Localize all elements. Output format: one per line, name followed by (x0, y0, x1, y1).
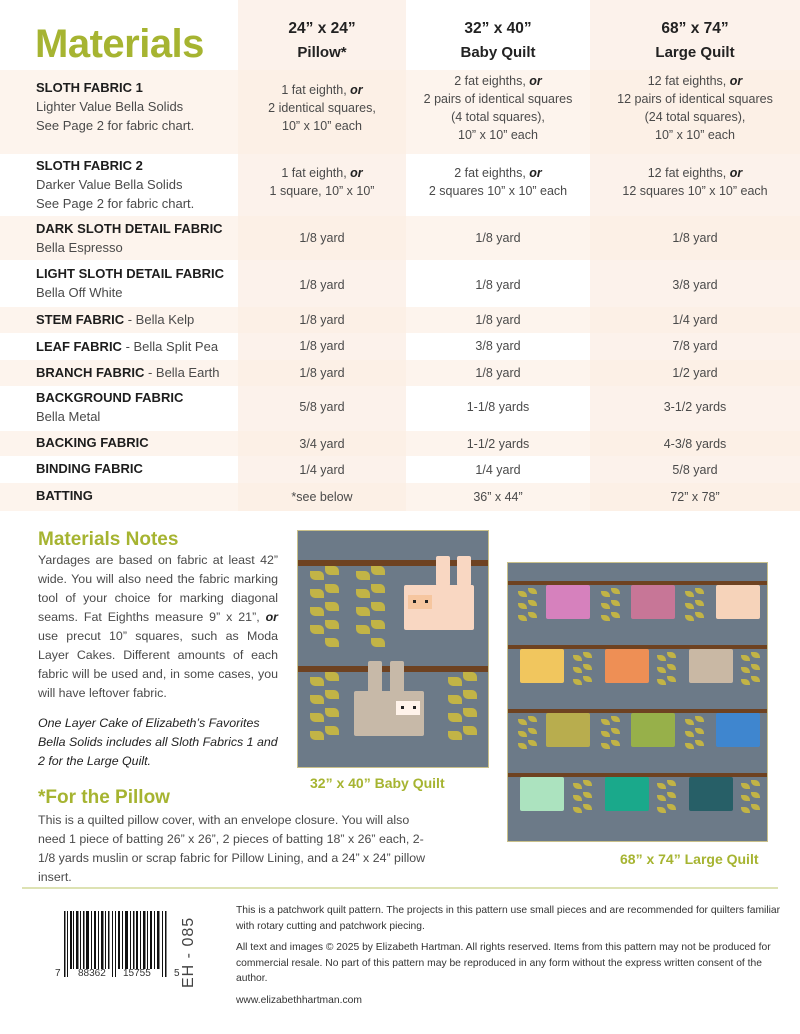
copyright-notice: All text and images © 2025 by Elizabeth Hartman. All rights reserved. Items from this pattern may not be produced for commercial resale. No part of this pattern may be reproduced in any form without the express written consent of the author. (236, 942, 771, 984)
row-label (36, 337, 218, 356)
pillow-amount: 1/8 yard (299, 366, 345, 380)
fabric-name: BACKING FABRIC (36, 435, 149, 450)
column-size: 24” x 24” (288, 20, 356, 37)
large-quilt-caption: 68” x 74” Large Quilt (620, 851, 759, 867)
large-quilt-amount: 72” x 78” (670, 490, 720, 504)
materials-notes-text: Yardages are based on fabric at least 42” wide. You will also need the fabric marking tool of your choice for marking diagonal seams. Fat Eighths measure 9” x 21”, or use precut 10” squares, such as Moda Layer Cakes. Different amounts of each fabric will be used and, in some cases, you will have leftover fabric. (38, 553, 278, 700)
pillow-amount: 1/8 yard (299, 339, 345, 353)
table-row-background (0, 386, 800, 431)
fabric-name: BACKGROUND FABRIC (36, 390, 184, 405)
pillow-amount: 1/4 yard (299, 463, 345, 477)
pillow-amount: 1/8 yard (299, 231, 345, 245)
layer-cake-note: One Layer Cake of Elizabeth’s Favorites Bella Solids includes all Sloth Fabrics 1 and 2 for the Large Quilt. (38, 716, 278, 768)
legal-text (236, 903, 781, 1014)
column-name: Large Quilt (655, 44, 735, 61)
column-header-baby-quilt (406, 17, 590, 65)
baby-quilt-amount: 36” x 44” (473, 490, 523, 504)
fabric-name: BRANCH FABRIC (36, 365, 145, 380)
fabric-detail: - Bella Kelp (124, 312, 195, 327)
footer-divider (22, 887, 778, 889)
baby-quilt-amount: 2 fat eighths, or 2 squares 10” x 10” each (428, 166, 568, 198)
sloth-figure (354, 691, 424, 736)
barcode-lead-digit: 7 (55, 968, 61, 979)
fabric-detail: Bella Off White (36, 285, 123, 300)
large-quilt-amount: 5/8 yard (672, 463, 718, 477)
fabric-name: BATTING (36, 488, 93, 503)
sloth-figure (404, 585, 474, 630)
column-size: 68” x 74” (661, 20, 729, 37)
barcode-left-digits: 88362 (78, 968, 106, 979)
baby-quilt-amount: 1-1/8 yards (466, 400, 530, 414)
fabric-detail: - Bella Split Pea (121, 339, 219, 354)
fabric-name: STEM FABRIC (36, 312, 125, 327)
pillow-text: This is a quilted pillow cover, with an envelope closure. You will also need 1 piece of batting 26” x 26”, 2 pieces of batting 18” x 26” each, 2-1/8 yards muslin or scrap fabric for Pillow Lining, and a 24” x 24” pillow insert. (38, 813, 426, 884)
large-quilt-amount: 12 fat eighths, or 12 squares 10” x 10” each (622, 166, 768, 198)
large-quilt-amount: 3-1/2 yards (663, 400, 727, 414)
fabric-detail: Darker Value Bella Solids (36, 177, 183, 192)
pattern-description: This is a patchwork quilt pattern. The projects in this pattern use small pieces and are recommended for quilters familiar with rotary cutting and patchwork piecing. (236, 905, 781, 932)
barcode-check-digit: 5 (174, 968, 180, 979)
row-label (36, 486, 93, 505)
fabric-note: See Page 2 for fabric chart. (36, 118, 195, 133)
website-link[interactable]: www.elizabethhartman.com (236, 994, 362, 1006)
large-quilt-amount: 7/8 yard (672, 339, 718, 353)
fabric-name: LEAF FABRIC (36, 339, 122, 354)
baby-quilt-amount: 1-1/2 yards (466, 437, 530, 451)
baby-quilt-amount: 1/8 yard (475, 366, 521, 380)
fabric-name: SLOTH FABRIC 2 (36, 158, 143, 173)
column-name: Pillow* (297, 44, 347, 61)
row-label (36, 264, 224, 302)
pattern-sku: EH - 085 (180, 916, 197, 988)
pillow-amount: 1/8 yard (299, 278, 345, 292)
pillow-amount: 1/8 yard (299, 313, 345, 327)
baby-quilt-amount: 1/4 yard (475, 463, 521, 477)
large-quilt-amount: 1/4 yard (672, 313, 718, 327)
pillow-heading: *For the Pillow (38, 787, 170, 808)
table-row-binding (0, 456, 800, 483)
pillow-amount: 5/8 yard (299, 400, 345, 414)
fabric-detail: Lighter Value Bella Solids (36, 99, 184, 114)
table-row-dark-sloth-detail (0, 216, 800, 260)
row-label (36, 156, 194, 213)
large-quilt-amount: 1/2 yard (672, 366, 718, 380)
pillow-amount: 3/4 yard (299, 437, 345, 451)
fabric-detail: - Bella Earth (144, 365, 220, 380)
row-label (36, 310, 194, 329)
table-row-backing (0, 431, 800, 456)
baby-quilt-caption: 32” x 40” Baby Quilt (310, 775, 445, 791)
column-size: 32” x 40” (464, 20, 532, 37)
row-label (36, 388, 183, 426)
baby-quilt-amount: 3/8 yard (475, 339, 521, 353)
column-header-large-quilt (590, 17, 800, 65)
baby-quilt-amount: 2 fat eighths, or 2 pairs of identical squares (4 total squares), 10” x 10” each (423, 74, 573, 142)
table-row-sloth-fabric-1 (0, 70, 800, 154)
baby-quilt-image (297, 530, 489, 768)
fabric-name: LIGHT SLOTH DETAIL FABRIC (36, 266, 225, 281)
fabric-name: BINDING FABRIC (36, 461, 143, 476)
table-row-leaf (0, 333, 800, 360)
barcode-right-digits: 15755 (123, 968, 151, 979)
table-row-light-sloth-detail (0, 260, 800, 307)
materials-notes-heading: Materials Notes (38, 529, 179, 550)
column-header-pillow (238, 17, 406, 65)
row-label (36, 459, 143, 478)
row-label (36, 433, 149, 452)
page-title: Materials (35, 22, 204, 66)
fabric-detail: Bella Metal (36, 409, 101, 424)
large-quilt-amount: 3/8 yard (672, 278, 718, 292)
row-label (36, 219, 223, 257)
baby-quilt-amount: 1/8 yard (475, 313, 521, 327)
fabric-detail: Bella Espresso (36, 240, 123, 255)
fabric-note: See Page 2 for fabric chart. (36, 196, 195, 211)
row-label (36, 78, 194, 135)
table-row-stem (0, 307, 800, 333)
row-label (36, 363, 220, 382)
large-quilt-amount: 4-3/8 yards (663, 437, 727, 451)
table-row-batting (0, 483, 800, 511)
pillow-amount: *see below (291, 490, 353, 504)
pillow-amount: 1 fat eighth, or 2 identical squares, 10” x 10” each (268, 83, 376, 133)
fabric-name: DARK SLOTH DETAIL FABRIC (36, 221, 223, 236)
table-row-branch (0, 360, 800, 386)
baby-quilt-amount: 1/8 yard (475, 278, 521, 292)
table-row-sloth-fabric-2 (0, 154, 800, 216)
large-quilt-image (507, 562, 768, 842)
column-name: Baby Quilt (460, 44, 536, 61)
baby-quilt-amount: 1/8 yard (475, 231, 521, 245)
large-quilt-amount: 12 fat eighths, or 12 pairs of identical squares (24 total squares), 10” x 10” each (617, 74, 773, 142)
fabric-name: SLOTH FABRIC 1 (36, 80, 143, 95)
large-quilt-amount: 1/8 yard (672, 231, 718, 245)
pillow-amount: 1 fat eighth, or 1 square, 10” x 10” (269, 166, 375, 198)
